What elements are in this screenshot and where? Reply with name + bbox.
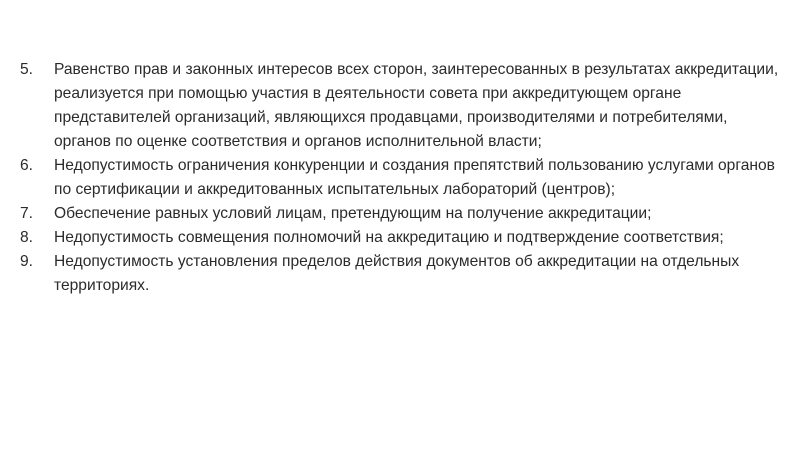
- list-item-text: Недопустимость установления пределов действия документов об аккредитации на отдельных территориях.: [54, 253, 740, 294]
- principles-list: [20, 58, 780, 298]
- list-item-number: 8.: [20, 229, 34, 246]
- list-item-number: 6.: [20, 157, 34, 174]
- list-item: [20, 250, 780, 298]
- list-item-number: 9.: [20, 253, 34, 270]
- list-item-number: 5.: [20, 61, 34, 78]
- list-item: [20, 202, 780, 226]
- list-item-text: Недопустимость ограничения конкуренции и создания препятствий пользованию услугами органов по сертификации и аккредитованных испытательных лабораторий (центров);: [54, 157, 775, 198]
- list-item-text: Равенство прав и законных интересов всех сторон, заинтересованных в результатах аккредитации, реализуется при помощью участия в деятельности совета при аккредитующем органе представителей организаций, являющихся продавцами, производителями и потребителями, органов по оценке соответствия и органов исполнительной власти;: [54, 61, 779, 150]
- list-item-number: 7.: [20, 205, 34, 222]
- list-item-text: Обеспечение равных условий лицам, претендующим на получение аккредитации;: [54, 205, 652, 222]
- list-item: [20, 154, 780, 202]
- list-item: [20, 226, 780, 250]
- list-item-text: Недопустимость совмещения полномочий на аккредитацию и подтверждение соответствия;: [54, 229, 724, 246]
- list-item: [20, 58, 780, 154]
